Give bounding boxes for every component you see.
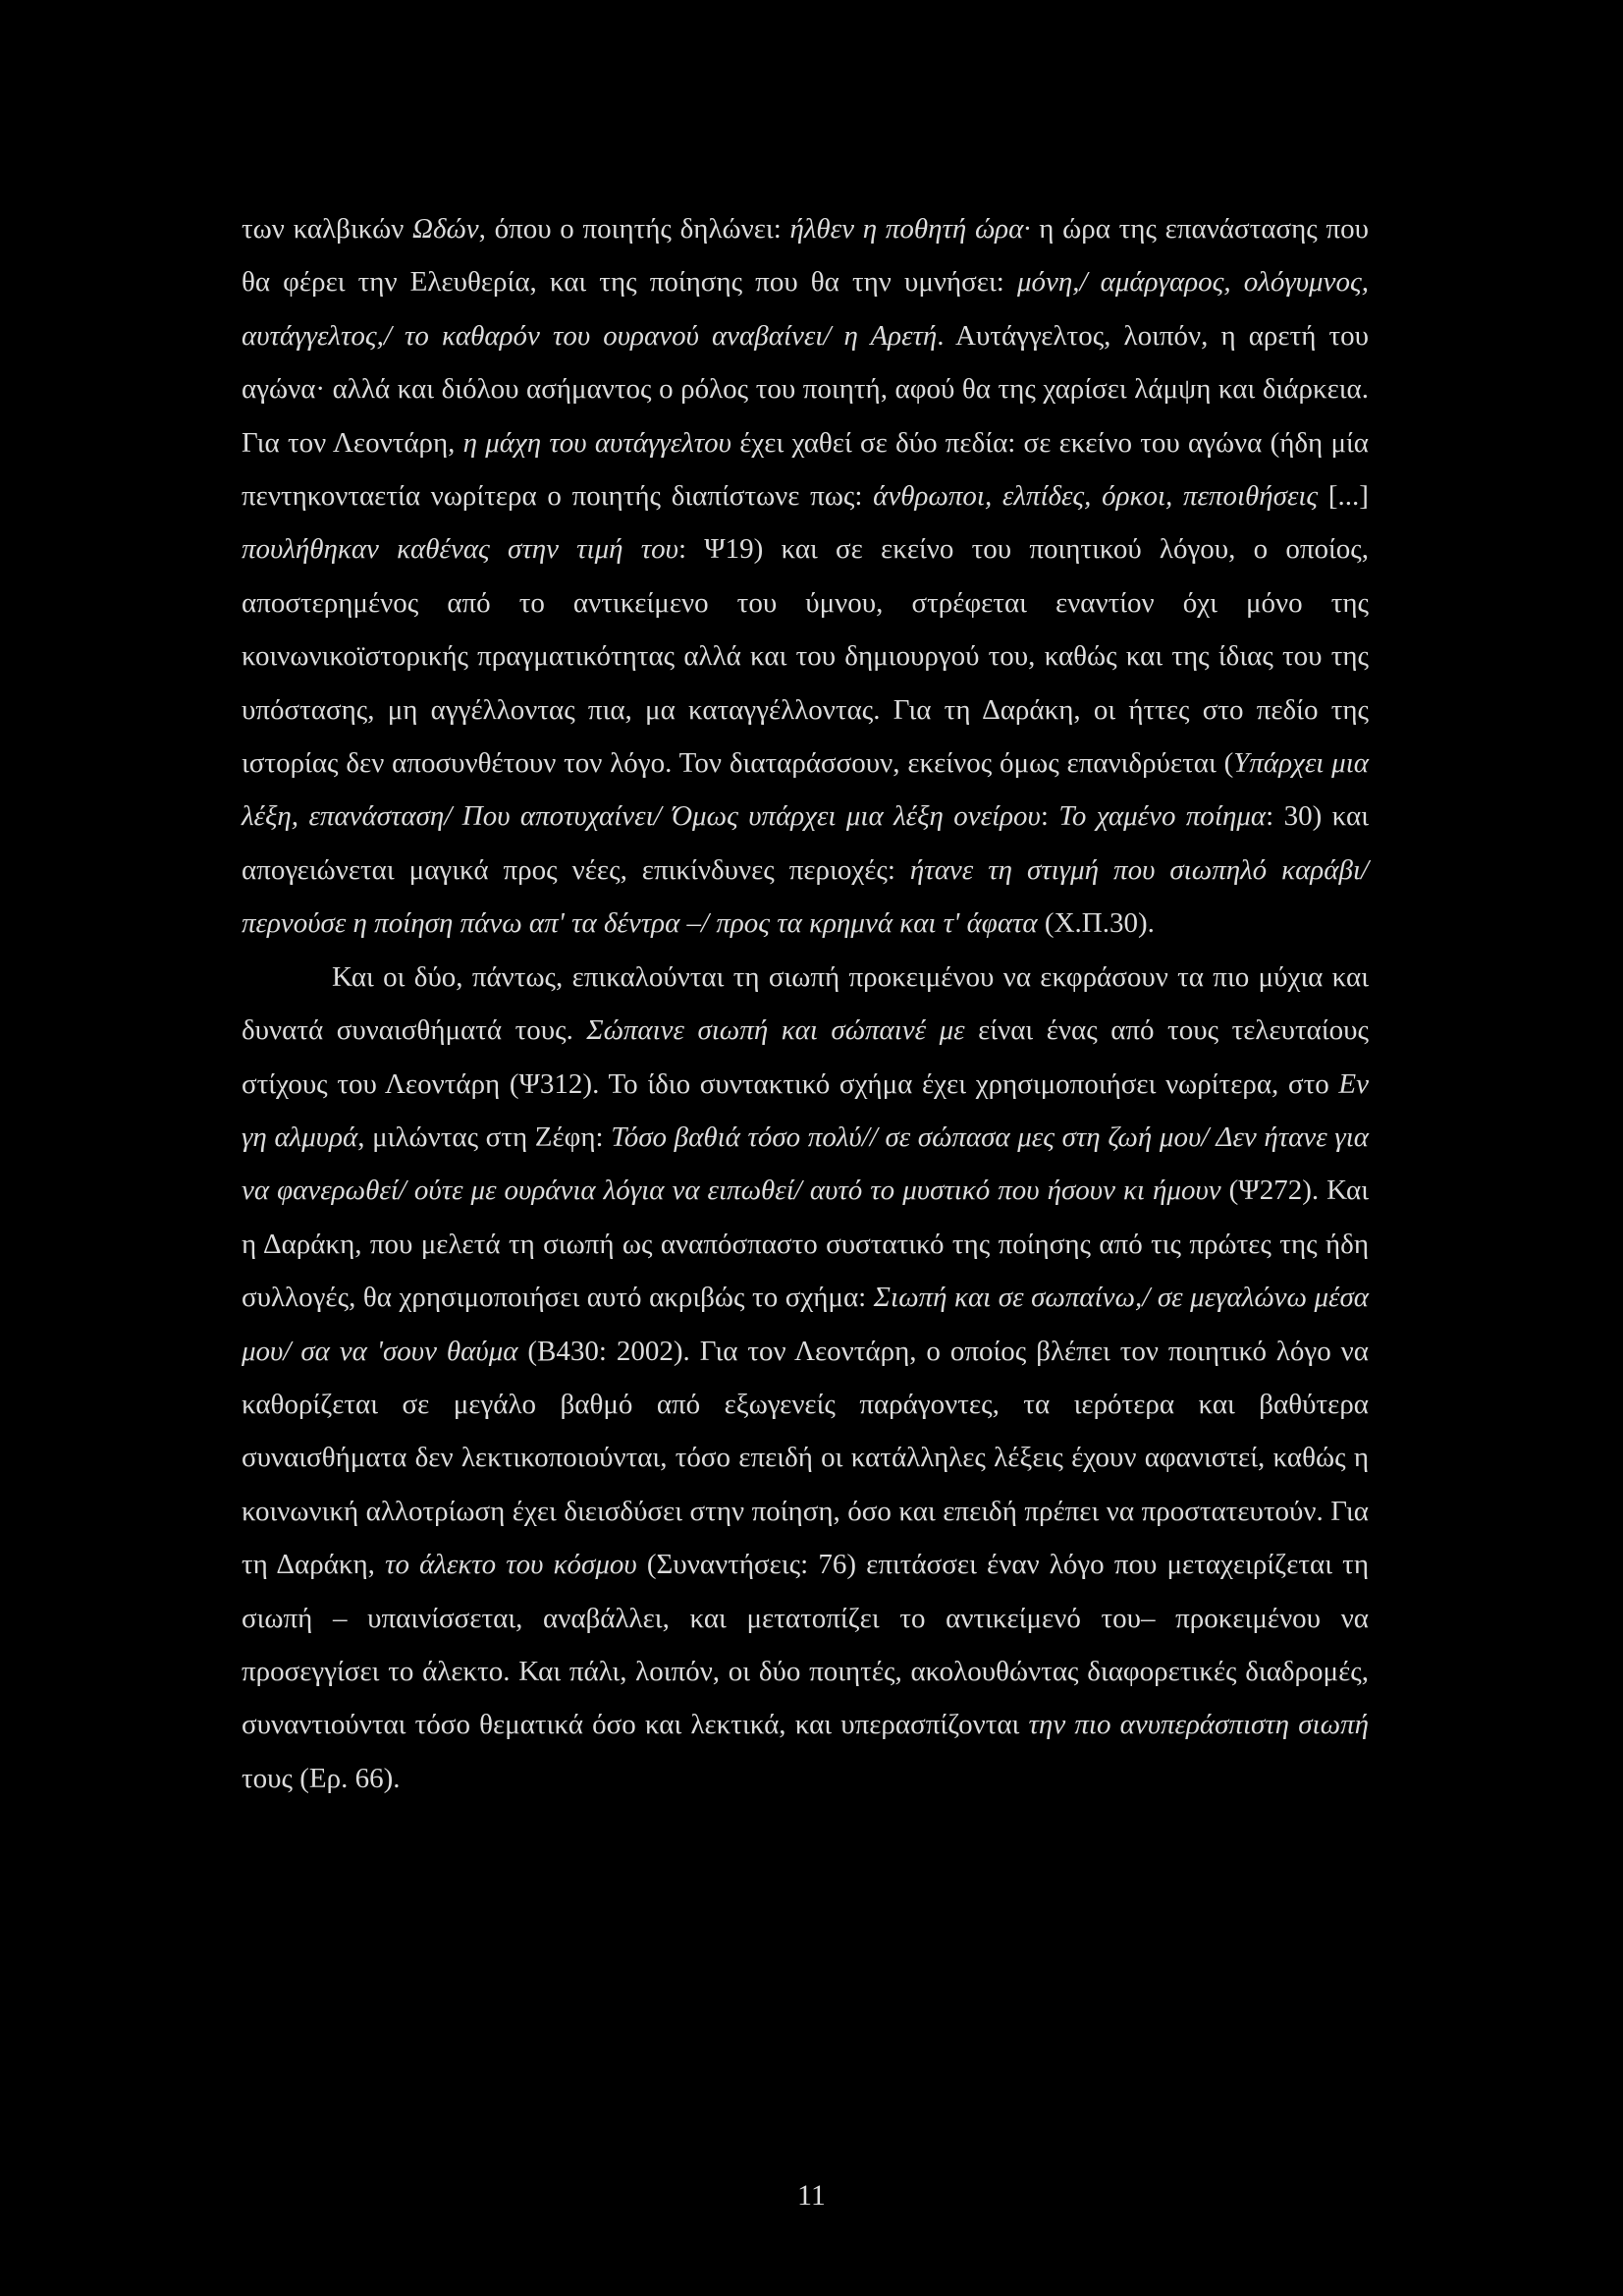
text-run: , όπου ο ποιητής δηλώνει:	[478, 213, 790, 245]
italic-quote: Το χαμένο ποίημα	[1058, 800, 1267, 833]
italic-quote: ήλθεν η ποθητή ώρα·	[789, 213, 1031, 245]
italic-quote: ήτανε τη στιγμή που σιωπηλό καράβι/ περνούσε η ποίηση πάνω απ' τα δέντρα –/ προς τα κρημνά και τ' άφατα	[242, 853, 1369, 940]
italic-quote: Τόσο βαθιά τόσο πολύ// σε σώπασα μες στη ζωή μου/ Δεν ήτανε για να φανερωθεί/ ούτε με ουράνια λόγια να ειπωθεί/ αυτό το μυστικό που ήσουν κι ήμουν	[242, 1121, 1369, 1207]
page-number: 11	[797, 2179, 826, 2212]
text-run: των καλβικών	[242, 213, 413, 245]
text-run: [...]	[1318, 480, 1369, 513]
italic-quote: Σιωπή και σε σωπαίνω,/ σε μεγαλώνω μέσα μου/ σα να 'σουν θαύμα	[242, 1282, 1369, 1367]
italic-quote: το άλεκτο του κόσμου	[385, 1549, 637, 1581]
paragraph-2	[242, 951, 1369, 1806]
text-run: (Β430: 2002). Για τον Λεοντάρη, ο οποίος βλέπει τον ποιητικό λόγο να καθορίζεται σε μεγάλο βαθμό από εξωγενείς παράγοντες, τα ιερότερα και βαθύτερα συναισθήματα δεν λεκτικοποιούνται, τόσο επειδή οι κατάλληλες λέξεις έχουν αφανιστεί, καθώς η κοινωνική αλλοτρίωση έχει διεισδύσει στην ποίηση, όσο και επειδή πρέπει να προστατευτούν. Για τη Δαράκη,	[242, 1335, 1369, 1581]
text-run: : 30) και απογειώνεται μαγικά προς νέες, επικίνδυνες περιοχές:	[242, 800, 1369, 886]
text-run: , μιλώντας στη Ζέφη:	[357, 1121, 612, 1153]
text-run: (Χ.Π.30).	[1037, 907, 1155, 940]
italic-quote: Εν γη αλμυρά	[242, 1067, 1369, 1153]
paragraph-1	[242, 202, 1369, 951]
italic-quote: πουλήθηκαν καθένας στην τιμή του	[242, 533, 678, 566]
text-run: (Συναντήσεις: 76) επιτάσσει έναν λόγο που μεταχειρίζεται τη σιωπή – υπαινίσσεται, αναβάλλει, και μετατοπίζει το αντικείμενό του– προκειμένου να προσεγγίσει το άλεκτο. Και πάλι, λοιπόν, οι δύο ποιητές, ακολουθώντας διαφορετικές διαδρομές, συναντιούνται τόσο θεματικά όσο και λεκτικά, και υπερασπίζονται	[242, 1549, 1369, 1741]
text-run: τους (Ερ. 66).	[242, 1762, 401, 1794]
italic-quote: Σώπαινε σιωπή και σώπαινέ με	[586, 1014, 965, 1047]
italic-quote: μόνη,/ αμάργαρος, ολόγυμνος, αυτάγγελτος,/ το καθαρόν του ουρανού αναβαίνει/ η Αρετή	[242, 266, 1369, 352]
text-run: έχει χαθεί σε δύο πεδία: σε εκείνο του αγώνα (ήδη μία πεντηκονταετία νωρίτερα ο ποιητής διαπίστωνε πως:	[242, 426, 1369, 513]
text-run: είναι ένας από τους τελευταίους στίχους του Λεοντάρη (Ψ312). Το ίδιο συντακτικό σχήμα έχει χρησιμοποιήσει νωρίτερα, στο	[242, 1014, 1369, 1100]
text-run: . Αυτάγγελτος, λοιπόν, η αρετή του αγώνα· αλλά και διόλου ασήμαντος ο ρόλος του ποιητή, αφού θα της χαρίσει λάμψη και διάρκεια. Για τον Λεοντάρη,	[242, 319, 1369, 459]
text-run: Και οι δύο, πάντως, επικαλούνται τη σιωπή προκειμένου να εκφράσουν τα πιο μύχια και δυνατά συναισθήματά τους.	[242, 960, 1369, 1047]
text-run: (Ψ272). Και η Δαράκη, που μελετά τη σιωπή ως αναπόσπαστο συστατικό της ποίησης από τις πρώτες της ήδη συλλογές, θα χρησιμοποιήσει αυτό ακριβώς το σχήμα:	[242, 1175, 1369, 1314]
body-text	[242, 202, 1369, 1805]
italic-quote: Ωδών	[412, 213, 479, 245]
italic-quote: η μάχη του αυτάγγελτου	[462, 426, 731, 459]
italic-quote: άνθρωποι, ελπίδες, όρκοι, πεποιθήσεις	[873, 480, 1319, 513]
italic-quote: Υπάρχει μια λέξη, επανάσταση/ Που αποτυχαίνει/ Όμως υπάρχει μια λέξη ονείρου	[242, 747, 1369, 833]
text-run: η ώρα της επανάστασης που θα φέρει την Ελευθερία, και της ποίησης που θα την υμνήσει:	[242, 213, 1369, 299]
text-run: :	[1040, 800, 1059, 833]
italic-quote: την πιο ανυπεράσπιστη σιωπή	[1028, 1709, 1369, 1741]
text-run: : Ψ19) και σε εκείνο του ποιητικού λόγου, ο οποίος, αποστερημένος από το αντικείμενο του ύμνου, στρέφεται εναντίον όχι μόνο της κοινωνικοϊστορικής πραγματικότητας αλλά και του δημιουργού του, καθώς και της ίδιας του της υπόστασης, μη αγγέλλοντας πια, μα καταγγέλλοντας. Για τη Δαράκη, οι ήττες στο πεδίο της ιστορίας δεν αποσυνθέτουν τον λόγο. Τον διαταράσσουν, εκείνος όμως επανιδρύεται (	[242, 533, 1369, 780]
